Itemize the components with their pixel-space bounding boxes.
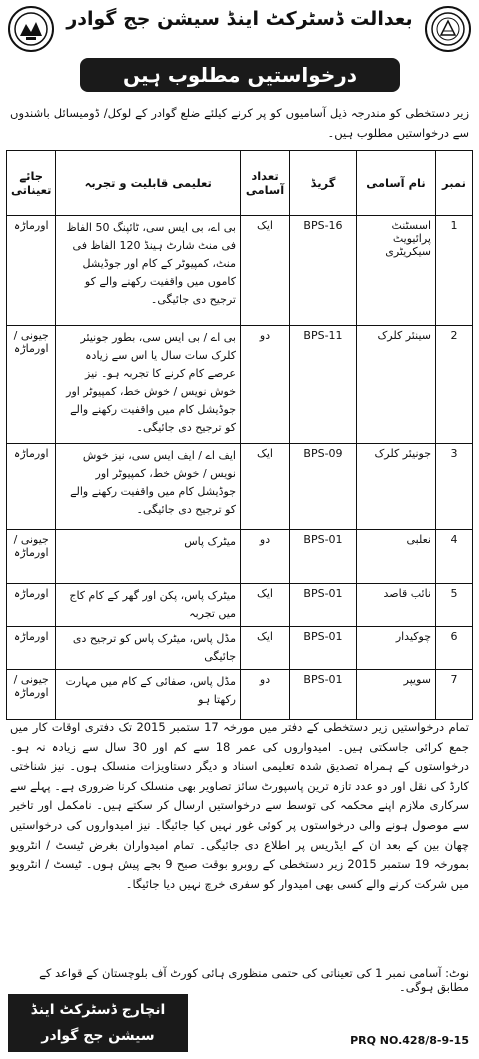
row-no: 3 (436, 444, 473, 530)
row-grade: BPS-01 (290, 670, 357, 720)
terms-paragraph: تمام درخواستیں زیر دستخطی کے دفتر میں مورخہ 17 ستمبر 2015 تک دفتری اوقات کار میں جمع کرائی جاسکتی ہیں۔ امیدواروں کی عمر 18 سے کم اور 30 سال سے زیادہ نہ ہو۔ درخواستوں کے ہمراہ تصدیق شدہ تعلیمی اسناد و دیگر دستاویزات منسلک ہوں۔ نیز شناختی کارڈ کی نقل اور دو عدد تازہ ترین پاسپورٹ سائز تصاویر بھی منسلک کرنا ضروری ہے۔ پہلے سے سرکاری ملازم اپنے محکمہ کی توسط سے درخواستیں ارسال کر سکتے ہیں۔ نامکمل اور تاخیر سے موصول ہونے والی درخواستوں پر کوئی غور نہیں کیا جائیگا۔ نیز امیدواروں کی درخواستیں چھان بین کے بعد ان کے ایڈریس پر اطلاع دی جائیگی۔ تمام امیدواران بغرض ٹیسٹ / انٹرویو بمورخہ 19 ستمبر 2015 زیر دستخطی کے روبرو بوقت صبح 9 بجے پیش ہوں۔ ٹیسٹ / انٹرویو میں شرکت کرنے والے کسی بھی امیدوار کو سفری خرچ نہیں دیا جائیگا۔ (10, 720, 469, 891)
row-place: جیونی / اورماڑہ (7, 530, 56, 584)
row-qualification: بی اے، بی ایس سی، ٹائپنگ 50 الفاظ فی منٹ شارٹ ہینڈ 120 الفاظ فی منٹ، کمپیوٹر کے کام اور جوڈیشل کاموں میں واقفیت رکھنے والے کو ترجیح دی جائیگی۔ (56, 216, 241, 326)
court-title: بعدالت ڈسٹرکٹ اینڈ سیشن جج گوادر (66, 8, 413, 30)
row-post-name: نائب قاصد (357, 584, 436, 627)
table-row (7, 670, 473, 720)
row-qualification: مڈل پاس، میٹرک پاس کو ترجیح دی جائیگی (56, 627, 241, 670)
row-count: ایک (241, 444, 290, 530)
row-post-name: نعلبی (357, 530, 436, 584)
row-post-name: چوکیدار (357, 627, 436, 670)
row-no: 4 (436, 530, 473, 584)
row-count: ایک (241, 216, 290, 326)
row-grade: BPS-01 (290, 627, 357, 670)
header-count: تعداد آسامی (241, 151, 290, 216)
row-no: 5 (436, 584, 473, 627)
intro-paragraph: زیر دستخطی کو مندرجہ ذیل آسامیوں کو پر کرنے کیلئے ضلع گوادر کے لوکل/ ڈومیسائل باشندوں سے درخواستیں مطلوب ہیں۔ (10, 106, 469, 140)
row-place: اورماڑہ (7, 444, 56, 530)
row-qualification: میٹرک پاس (56, 530, 241, 584)
row-grade: BPS-01 (290, 530, 357, 584)
row-place: جیونی / اورماڑہ (7, 326, 56, 444)
posts-table (6, 150, 473, 720)
table-header-row (7, 151, 473, 216)
row-count: دو (241, 670, 290, 720)
applications-wanted-banner: درخواستیں مطلوب ہیں (80, 58, 400, 92)
table-row (7, 216, 473, 326)
row-grade: BPS-11 (290, 326, 357, 444)
row-post-name: اسسٹنٹ پرائیویٹ سیکریٹری (357, 216, 436, 326)
row-grade: BPS-09 (290, 444, 357, 530)
row-grade: BPS-16 (290, 216, 357, 326)
row-no: 2 (436, 326, 473, 444)
header-place: جائے تعیناتی (7, 151, 56, 216)
court-seal-icon (425, 6, 471, 52)
row-count: ایک (241, 584, 290, 627)
row-place: اورماڑہ (7, 627, 56, 670)
row-no: 1 (436, 216, 473, 326)
row-place: اورماڑہ (7, 584, 56, 627)
prq-number: PRQ NO.428/8-9-15 (350, 1034, 469, 1047)
table-row (7, 530, 473, 584)
row-qualification: بی اے / بی ایس سی، بطور جونیئر کلرک سات سال یا اس سے زیادہ عرصے کام کرنے کا تجربہ ہو۔ نیز خوش نویس / خوش خط، کمپیوٹر اور جوڈیشل کام میں واقفیت رکھنے والے کو ترجیح دی جائیگی۔ (56, 326, 241, 444)
table-row (7, 444, 473, 530)
header-post-name: نام آسامی (357, 151, 436, 216)
row-place: اورماڑہ (7, 216, 56, 326)
signature-line-1: انچارج ڈسٹرکٹ اینڈ (30, 1002, 166, 1018)
table-row (7, 627, 473, 670)
row-place: جیونی / اورماڑہ (7, 670, 56, 720)
row-count: دو (241, 326, 290, 444)
row-qualification: میٹرک پاس، پکن اور گھر کے کام کاج میں تجربہ (56, 584, 241, 627)
header-qualification: تعلیمی قابلیت و تجربہ (56, 151, 241, 216)
balochistan-emblem-icon (8, 6, 54, 52)
header-no: نمبر (436, 151, 473, 216)
table-row (7, 584, 473, 627)
note: نوٹ: آسامی نمبر 1 کی تعیناتی کی حتمی منظوری ہائی کورٹ آف بلوچستان کے قواعد کے مطابق ہوگی۔ (39, 966, 469, 994)
row-no: 7 (436, 670, 473, 720)
signature-block (8, 994, 188, 1052)
signature-line-2: سیشن جج گوادر (41, 1028, 155, 1044)
row-count: ایک (241, 627, 290, 670)
header-grade: گریڈ (290, 151, 357, 216)
row-count: دو (241, 530, 290, 584)
table-row (7, 326, 473, 444)
row-post-name: جونیئر کلرک (357, 444, 436, 530)
row-grade: BPS-01 (290, 584, 357, 627)
row-qualification: ایف اے / ایف ایس سی، نیز خوش نویس / خوش خط، کمپیوٹر اور جوڈیشل کام میں واقفیت رکھنے والے کو ترجیح دی جائیگی۔ (56, 444, 241, 530)
row-qualification: مڈل پاس، صفائی کے کام میں مہارت رکھتا ہو (56, 670, 241, 720)
row-no: 6 (436, 627, 473, 670)
row-post-name: سینئر کلرک (357, 326, 436, 444)
row-post-name: سویپر (357, 670, 436, 720)
